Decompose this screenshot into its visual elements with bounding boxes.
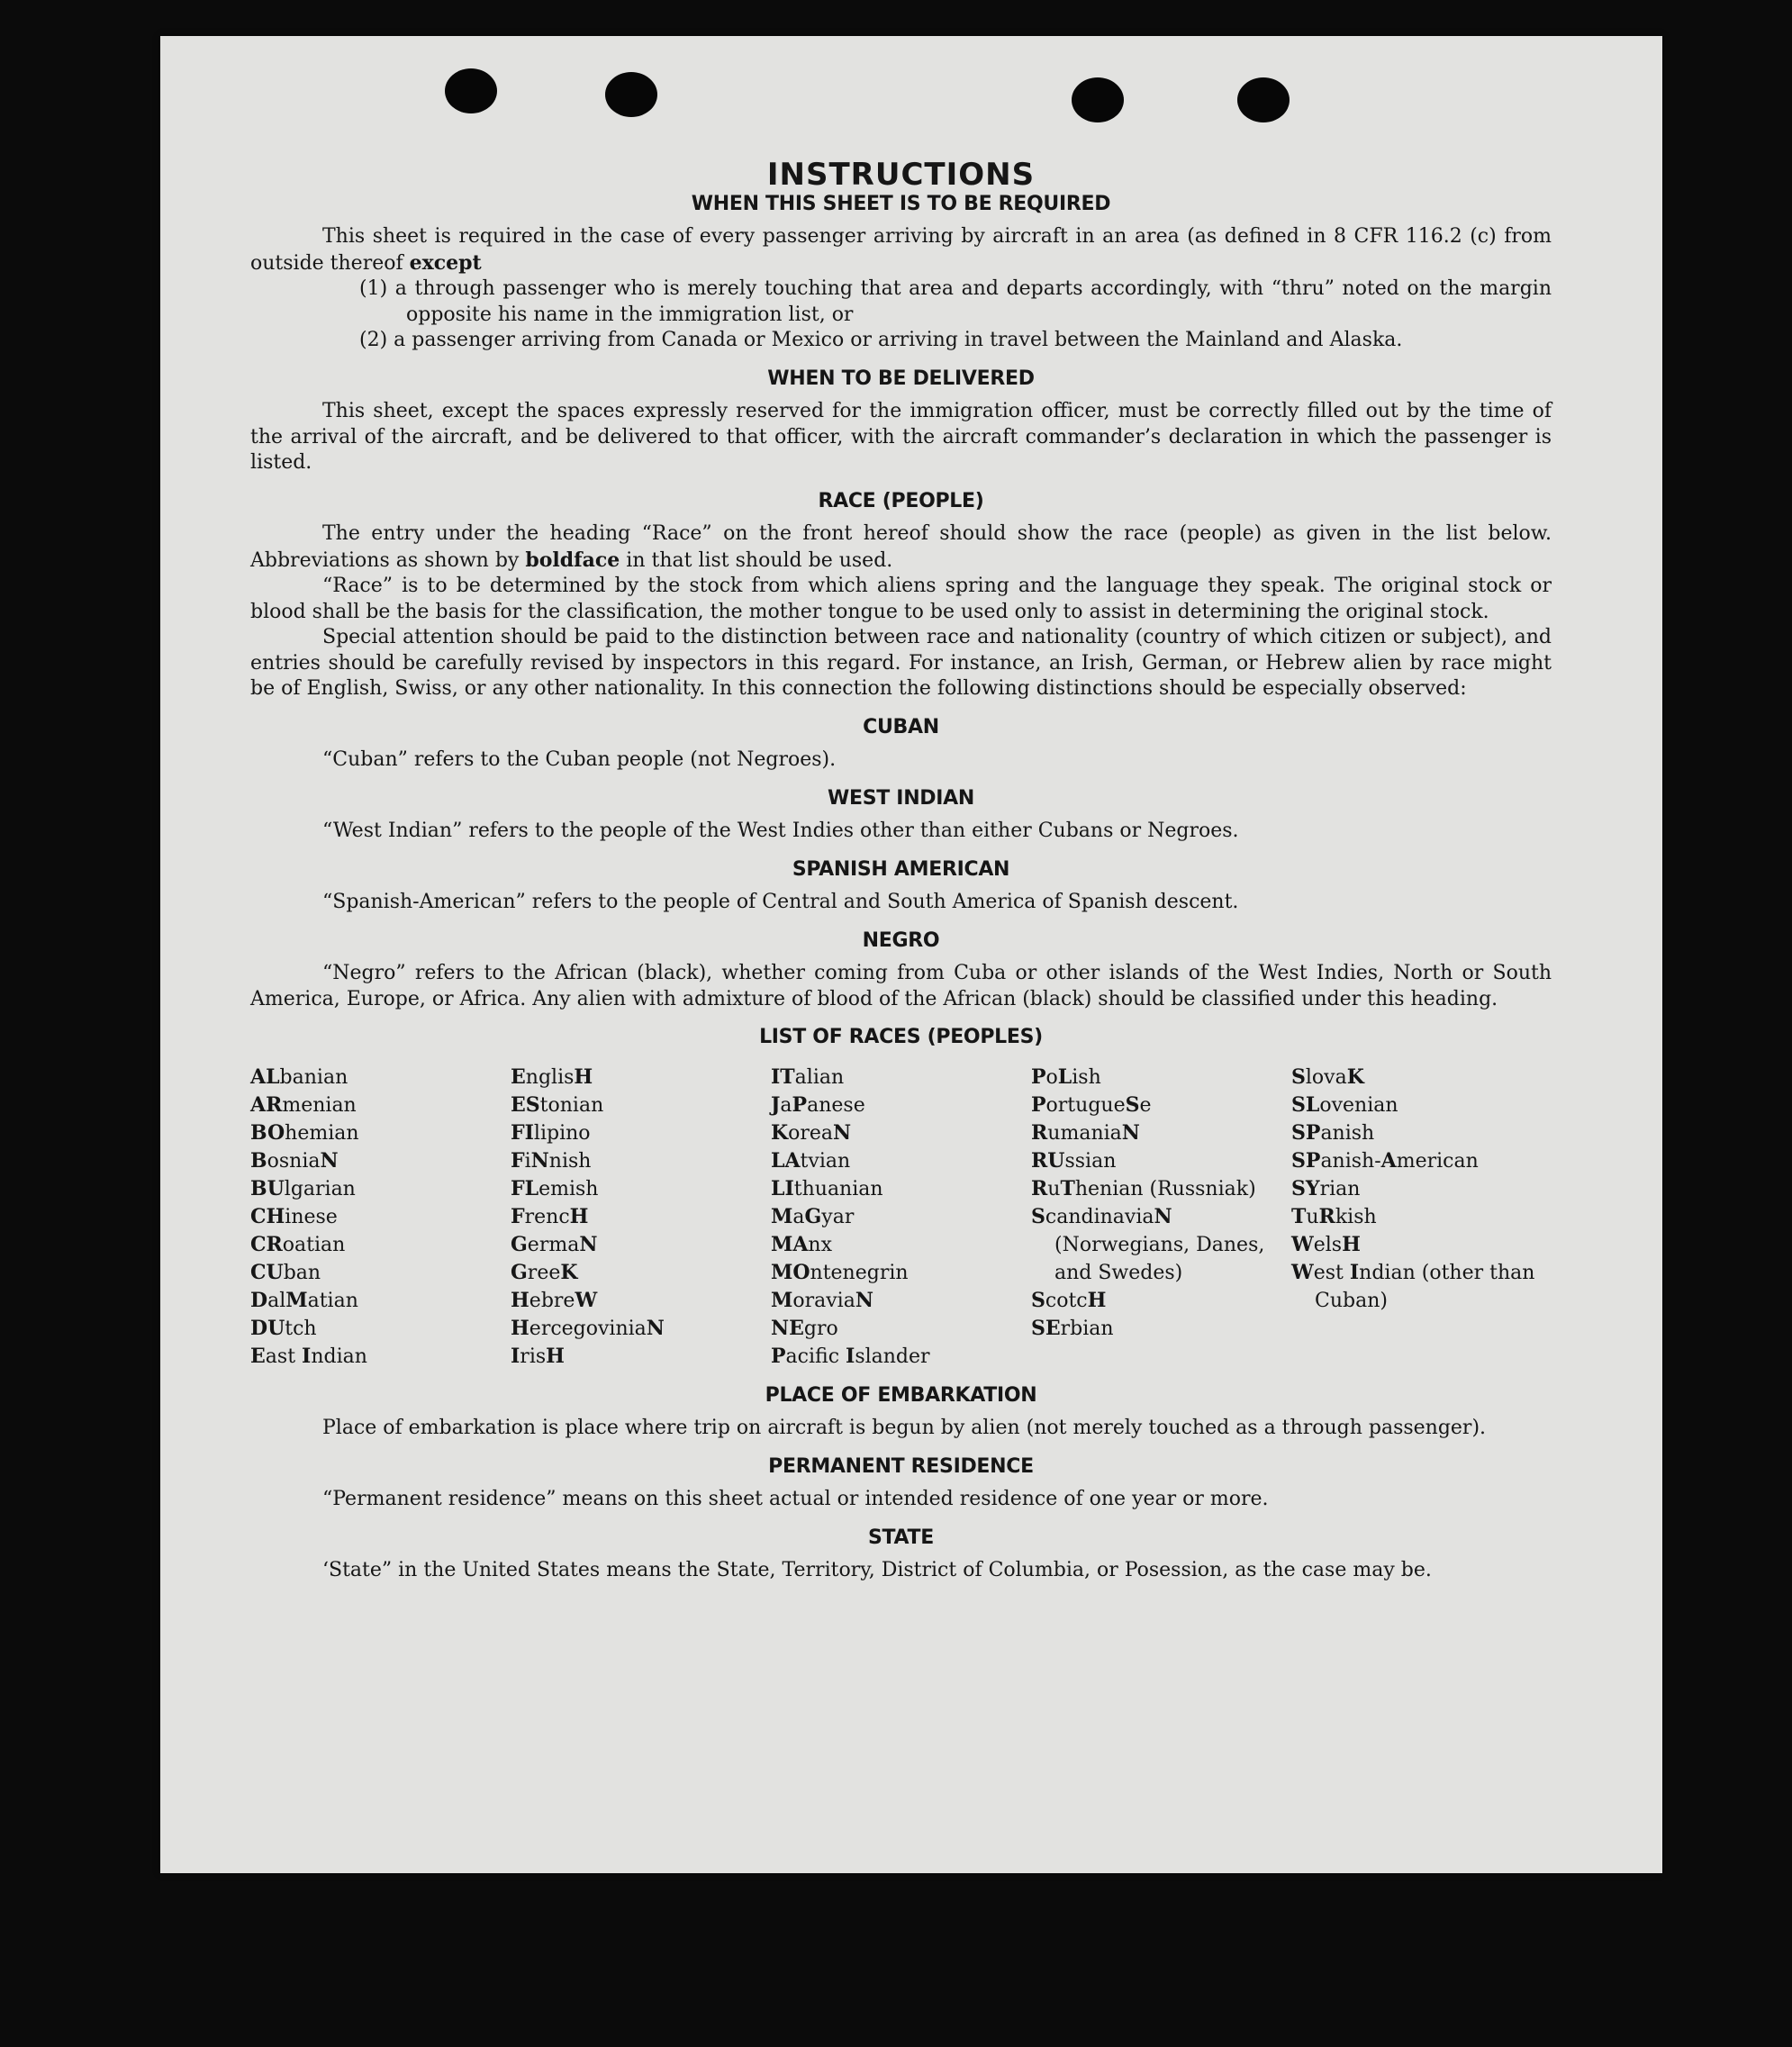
- race-abbreviation: SY: [1291, 1176, 1320, 1200]
- section-heading-spanish-american: SPANISH AMERICAN: [792, 857, 1010, 881]
- race-abbreviation: R: [1318, 1204, 1335, 1228]
- race-entry: [511, 1343, 764, 1371]
- race-abbreviation: N: [1121, 1120, 1140, 1145]
- race-text: lova: [1305, 1065, 1347, 1089]
- race-text: renc: [524, 1205, 570, 1228]
- race-text: ercegovinia: [529, 1317, 647, 1340]
- race-p1-bold: boldface: [525, 548, 620, 572]
- race-abbreviation: SP: [1291, 1148, 1321, 1173]
- race-text: (Norwegians, Danes, and Swedes): [1054, 1233, 1265, 1284]
- race-text: thuanian: [793, 1177, 883, 1200]
- race-text: ree: [527, 1261, 561, 1284]
- race-abbreviation: R: [1031, 1176, 1048, 1200]
- race-abbreviation: K: [1346, 1064, 1364, 1089]
- instructions-content: [250, 157, 1552, 1584]
- required-intro-bold: except: [409, 250, 482, 275]
- race-entry: [1291, 1231, 1544, 1259]
- race-paragraph-2: “Race” is to be determined by the stock from which aliens spring and the language they speak. The original stock or blood shall be the basis for the classification, the mother tongue to be used only to assist in determining the original stock.: [250, 575, 1552, 623]
- race-text: kish: [1335, 1205, 1377, 1228]
- state-text: ‘State” in the United States means the State, Territory, District of Columbia, or Posession, as the case may be.: [322, 1559, 1432, 1581]
- race-entry: [250, 1315, 503, 1343]
- required-item-2: (2) a passenger arriving from Canada or Mexico or arriving in travel between the Mainland and Alaska.: [359, 329, 1403, 351]
- race-abbreviation: S: [1291, 1064, 1306, 1089]
- race-abbreviation: H: [574, 1064, 593, 1089]
- race-abbreviation: CR: [250, 1232, 283, 1256]
- race-abbreviation: M: [771, 1204, 793, 1228]
- race-abbreviation: I: [511, 1344, 520, 1368]
- race-abbreviation: A: [1380, 1148, 1397, 1173]
- race-abbreviation: LI: [771, 1176, 794, 1200]
- race-text: candinavia: [1045, 1205, 1154, 1228]
- race-abbreviation: N: [855, 1288, 873, 1312]
- race-abbreviation: I: [302, 1344, 312, 1368]
- race-entry: [1031, 1203, 1284, 1287]
- race-abbreviation: G: [511, 1260, 528, 1284]
- race-entry: [511, 1203, 764, 1231]
- race-abbreviation: J: [771, 1092, 781, 1117]
- delivered-text: This sheet, except the spaces expressly reserved for the immigration officer, must be correctly filled out by the time of the arrival of the aircraft, and be delivered to that officer, with the aircraft commander’s declaration in which the passenger is listed.: [250, 400, 1552, 474]
- race-abbreviation: BU: [250, 1176, 285, 1200]
- race-text: ovenian: [1319, 1093, 1398, 1117]
- race-entry: [250, 1064, 503, 1091]
- race-text: els: [1313, 1233, 1343, 1256]
- race-text: nish: [548, 1149, 592, 1173]
- race-abbreviation: K: [560, 1260, 578, 1284]
- section-heading-delivered: WHEN TO BE DELIVERED: [767, 367, 1035, 390]
- race-entry: [1291, 1259, 1544, 1315]
- race-entry: [511, 1119, 764, 1147]
- race-abbreviation: RU: [1031, 1148, 1065, 1173]
- race-abbreviation: L: [1057, 1064, 1072, 1089]
- west-indian-text: “West Indian” refers to the people of the West Indies other than either Cubans or Negroes.: [322, 820, 1239, 842]
- race-abbreviation: N: [1154, 1204, 1172, 1228]
- section-heading-residence: PERMANENT RESIDENCE: [768, 1454, 1034, 1478]
- race-text: ebre: [529, 1289, 575, 1312]
- race-entry: [250, 1119, 503, 1147]
- document-sheet: [160, 36, 1662, 1873]
- race-abbreviation: P: [771, 1344, 786, 1368]
- race-abbreviation: F: [511, 1204, 525, 1228]
- race-paragraph-1: [250, 521, 1552, 574]
- race-abbreviation: H: [569, 1204, 589, 1228]
- race-text: emish: [539, 1177, 599, 1200]
- race-text: ris: [520, 1345, 547, 1368]
- race-entry: [771, 1287, 1024, 1315]
- race-entry: [1291, 1091, 1544, 1119]
- race-entry: [511, 1064, 764, 1091]
- race-abbreviation: CH: [250, 1204, 285, 1228]
- race-text: i: [524, 1149, 531, 1173]
- race-entry: [511, 1231, 764, 1259]
- race-abbreviation: H: [1087, 1288, 1107, 1312]
- cuban-text: “Cuban” refers to the Cuban people (not Negroes).: [322, 748, 837, 771]
- required-intro: [250, 224, 1552, 276]
- race-text: hemian: [285, 1121, 359, 1145]
- race-abbreviation: H: [511, 1288, 529, 1312]
- race-abbreviation: N: [833, 1120, 852, 1145]
- race-text: atian: [307, 1289, 358, 1312]
- embarkation-text: Place of embarkation is place where trip on aircraft is begun by alien (not merely touched as a through passenger).: [322, 1417, 1487, 1439]
- race-text: ish: [1072, 1065, 1101, 1089]
- race-abbreviation: SL: [1291, 1092, 1320, 1117]
- punch-hole: [605, 72, 657, 117]
- races-column: [250, 1064, 511, 1371]
- section-heading-races-list: LIST OF RACES (PEOPLES): [759, 1026, 1043, 1048]
- race-text: alian: [794, 1065, 845, 1089]
- race-text: ban: [283, 1261, 321, 1284]
- race-entry: [1031, 1287, 1284, 1315]
- race-entry: [250, 1203, 503, 1231]
- race-abbreviation: P: [1031, 1064, 1046, 1089]
- race-text: o: [1045, 1065, 1058, 1089]
- race-abbreviation: MA: [771, 1232, 809, 1256]
- race-text: rian: [1319, 1177, 1361, 1200]
- race-text: inese: [285, 1205, 338, 1228]
- section-heading-race: RACE (PEOPLE): [818, 489, 984, 512]
- races-list: [250, 1064, 1552, 1371]
- race-paragraph-3: Special attention should be paid to the distinction between race and nationality (country of which citizen or subject), and entries should be carefully revised by inspectors in this regard. For instance, an Irish, German, or Hebrew alien by race might be of English, Swiss, or any other nationality. In this connection the following distinctions should be especially observed:: [250, 626, 1552, 700]
- race-text: oatian: [282, 1233, 346, 1256]
- race-entry: [511, 1175, 764, 1203]
- race-abbreviation: S: [1125, 1092, 1140, 1117]
- race-text: henian (Russniak): [1074, 1177, 1256, 1200]
- race-abbreviation: AL: [250, 1064, 280, 1089]
- race-text: merican: [1396, 1149, 1479, 1173]
- race-abbreviation: N: [530, 1148, 549, 1173]
- race-text: umania: [1047, 1121, 1122, 1145]
- race-entry: [250, 1287, 503, 1315]
- section-heading-negro: NEGRO: [862, 928, 940, 952]
- race-entry: [1031, 1091, 1284, 1119]
- race-entry: [511, 1315, 764, 1343]
- race-text: oravia: [792, 1289, 855, 1312]
- race-abbreviation: S: [1031, 1204, 1045, 1228]
- race-p1-after: in that list should be used.: [626, 548, 893, 572]
- race-abbreviation: N: [320, 1148, 339, 1173]
- race-abbreviation: E: [511, 1064, 526, 1089]
- race-text: al: [267, 1289, 286, 1312]
- race-abbreviation: N: [646, 1316, 665, 1340]
- race-abbreviation: NE: [771, 1316, 804, 1340]
- race-text: acific: [785, 1345, 846, 1368]
- race-entry: [771, 1119, 1024, 1147]
- race-entry: [250, 1231, 503, 1259]
- race-text: cotc: [1045, 1289, 1088, 1312]
- race-abbreviation: W: [1291, 1260, 1314, 1284]
- race-entry: [1291, 1147, 1544, 1175]
- race-text: ortugue: [1045, 1093, 1126, 1117]
- race-entry: [250, 1259, 503, 1287]
- race-abbreviation: P: [792, 1092, 808, 1117]
- punch-hole: [1237, 77, 1290, 122]
- race-entry: [250, 1091, 503, 1119]
- race-text: erma: [527, 1233, 580, 1256]
- section-heading-cuban: CUBAN: [863, 715, 939, 738]
- punch-hole: [1072, 77, 1124, 122]
- race-text: orea: [788, 1121, 834, 1145]
- race-text: anish-: [1320, 1149, 1381, 1173]
- race-text: tvian: [800, 1149, 851, 1173]
- spanish-american-text: “Spanish-American” refers to the people of Central and South America of Spanish descent.: [322, 891, 1239, 913]
- race-text: tch: [285, 1317, 317, 1340]
- race-entry: [771, 1259, 1024, 1287]
- races-column: [1031, 1064, 1291, 1371]
- race-text: tonian: [539, 1093, 604, 1117]
- race-entry: [511, 1287, 764, 1315]
- race-abbreviation: G: [804, 1204, 822, 1228]
- page-title: INSTRUCTIONS: [766, 157, 1036, 193]
- section-heading-required: WHEN THIS SHEET IS TO BE REQUIRED: [691, 192, 1111, 215]
- race-entry: [250, 1175, 503, 1203]
- race-text: a: [792, 1205, 805, 1228]
- race-text: lipino: [533, 1121, 591, 1145]
- race-entry: [1291, 1203, 1544, 1231]
- race-abbreviation: G: [511, 1232, 528, 1256]
- race-abbreviation: H: [511, 1316, 529, 1340]
- race-abbreviation: F: [511, 1148, 525, 1173]
- race-text: anese: [807, 1093, 865, 1117]
- race-text: banian: [279, 1065, 348, 1089]
- race-entry: [1291, 1175, 1544, 1203]
- races-column: [1291, 1064, 1552, 1371]
- race-abbreviation: LA: [771, 1148, 801, 1173]
- race-text: menian: [282, 1093, 357, 1117]
- race-text: ntenegrin: [810, 1261, 909, 1284]
- race-abbreviation: CU: [250, 1260, 284, 1284]
- race-entry: [1031, 1175, 1284, 1203]
- race-entry: [511, 1147, 764, 1175]
- race-abbreviation: H: [546, 1344, 565, 1368]
- residence-text: “Permanent residence” means on this sheet actual or intended residence of one year or more.: [322, 1488, 1269, 1510]
- race-abbreviation: AR: [250, 1092, 283, 1117]
- races-column: [511, 1064, 771, 1371]
- race-abbreviation: DU: [250, 1316, 285, 1340]
- race-text: nx: [808, 1233, 832, 1256]
- race-abbreviation: K: [771, 1120, 789, 1145]
- race-p1-before: The entry under the heading “Race” on the front hereof should show the race (people) as given in the list below. Abbreviations as shown by: [250, 522, 1552, 572]
- race-text: u: [1047, 1177, 1061, 1200]
- race-entry: [250, 1343, 503, 1371]
- race-entry: [771, 1231, 1024, 1259]
- race-entry: [1291, 1119, 1544, 1147]
- race-abbreviation: MO: [771, 1260, 810, 1284]
- race-entry: [511, 1091, 764, 1119]
- race-text: ast: [265, 1345, 303, 1368]
- race-text: est: [1313, 1261, 1350, 1284]
- race-text: anish: [1320, 1121, 1375, 1145]
- race-entry: [1031, 1315, 1284, 1343]
- section-heading-embarkation: PLACE OF EMBARKATION: [765, 1383, 1037, 1407]
- race-abbreviation: M: [771, 1288, 793, 1312]
- race-entry: [771, 1064, 1024, 1091]
- race-abbreviation: B: [250, 1148, 267, 1173]
- race-text: osnia: [267, 1149, 321, 1173]
- race-entry: [771, 1315, 1024, 1343]
- race-entry: [771, 1175, 1024, 1203]
- race-text: rbian: [1060, 1317, 1114, 1340]
- required-item-1: (1) a through passenger who is merely touching that area and departs accordingly, with “thru” noted on the margin opposite his name in the immigration list, or: [359, 277, 1552, 326]
- race-text: ssian: [1064, 1149, 1117, 1173]
- race-entry: [1031, 1119, 1284, 1147]
- race-abbreviation: H: [1342, 1232, 1361, 1256]
- race-abbreviation: T: [1060, 1176, 1075, 1200]
- race-abbreviation: P: [1031, 1092, 1046, 1117]
- race-abbreviation: W: [575, 1288, 598, 1312]
- race-text: nglis: [525, 1065, 575, 1089]
- race-abbreviation: SP: [1291, 1120, 1321, 1145]
- race-abbreviation: IT: [771, 1064, 795, 1089]
- race-entry: [250, 1147, 503, 1175]
- race-entry: [511, 1259, 764, 1287]
- section-heading-state: STATE: [868, 1526, 934, 1549]
- race-text: gro: [803, 1317, 838, 1340]
- race-entry: [771, 1343, 1024, 1371]
- race-text: ndian (other than Cuban): [1315, 1261, 1535, 1312]
- race-entry: [771, 1203, 1024, 1231]
- race-abbreviation: M: [285, 1288, 308, 1312]
- race-abbreviation: D: [250, 1288, 268, 1312]
- race-abbreviation: N: [579, 1232, 598, 1256]
- race-entry: [771, 1147, 1024, 1175]
- race-text: ndian: [311, 1345, 367, 1368]
- race-abbreviation: T: [1291, 1204, 1307, 1228]
- section-heading-west-indian: WEST INDIAN: [828, 786, 974, 810]
- race-abbreviation: FL: [511, 1176, 539, 1200]
- race-text: u: [1306, 1205, 1319, 1228]
- race-text: lgarian: [284, 1177, 356, 1200]
- race-abbreviation: S: [1031, 1288, 1045, 1312]
- race-abbreviation: W: [1291, 1232, 1314, 1256]
- race-abbreviation: E: [250, 1344, 266, 1368]
- race-text: slander: [855, 1345, 930, 1368]
- race-abbreviation: ES: [511, 1092, 540, 1117]
- races-column: [771, 1064, 1031, 1371]
- race-abbreviation: I: [1349, 1260, 1360, 1284]
- negro-text: “Negro” refers to the African (black), whether coming from Cuba or other islands of the West Indies, North or South America, Europe, or Africa. Any alien with admixture of blood of the African (black) should be classified under this heading.: [250, 962, 1552, 1010]
- race-abbreviation: FI: [511, 1120, 534, 1145]
- race-text: e: [1139, 1093, 1152, 1117]
- race-entry: [1291, 1064, 1544, 1091]
- race-entry: [771, 1091, 1024, 1119]
- race-entry: [1031, 1147, 1284, 1175]
- race-abbreviation: R: [1031, 1120, 1048, 1145]
- race-entry: [1031, 1064, 1284, 1091]
- race-text: yar: [821, 1205, 855, 1228]
- punch-hole: [445, 68, 497, 113]
- race-abbreviation: BO: [250, 1120, 285, 1145]
- race-abbreviation: I: [846, 1344, 855, 1368]
- race-text: a: [780, 1093, 792, 1117]
- race-abbreviation: SE: [1031, 1316, 1061, 1340]
- required-intro-text: This sheet is required in the case of every passenger arriving by aircraft in an area (as defined in 8 CFR 116.2 (c) from outside thereof: [250, 225, 1552, 275]
